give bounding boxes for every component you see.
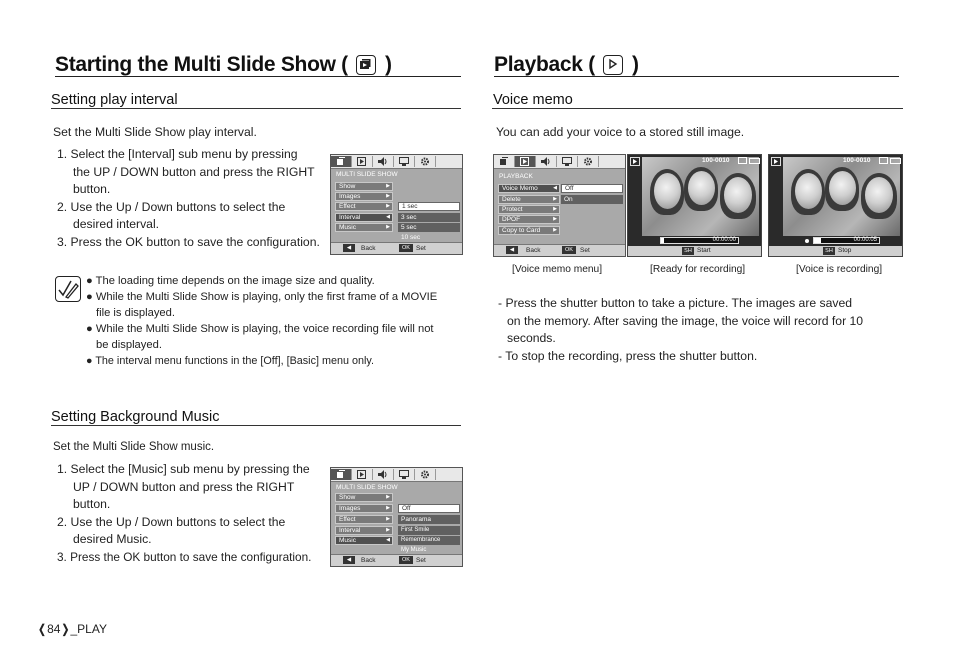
tab-settings-icon (415, 156, 436, 167)
heading-setting-play-interval: Setting play interval (51, 92, 178, 108)
tab-display-icon (557, 156, 578, 167)
step-line: 2. Use the Up / Down buttons to select the (57, 199, 286, 214)
multi-slide-show-icon (356, 55, 376, 75)
menu-item-interval[interactable] (335, 526, 393, 535)
chevron-left-icon: ◀ (386, 214, 390, 220)
tab-sound-icon (373, 469, 394, 480)
screen-bottombar (769, 246, 902, 256)
memory-icon (738, 157, 747, 164)
step-line: 1. Select the [Music] sub menu by pressing the (57, 462, 310, 476)
progress-fill (661, 238, 664, 243)
shutter-key: SH (823, 247, 835, 255)
note-item: ● While the Multi Slide Show is playing, only the first frame of a MOVIE (86, 291, 438, 303)
step-line: desired Music. (73, 532, 152, 546)
menu-label: Images (339, 505, 361, 512)
option-on[interactable]: On (561, 195, 623, 204)
interval-menu-screen (330, 154, 463, 255)
interval-steps (57, 146, 332, 251)
recording-time: 00:00:00 (712, 237, 736, 243)
menu-item-images[interactable] (335, 192, 393, 201)
menu-item-show[interactable] (335, 493, 393, 502)
ok-key: OK (562, 246, 576, 254)
back-arrow-icon: ◀ (506, 246, 518, 254)
set-label: Set (580, 247, 590, 254)
file-number: 100-0010 (843, 157, 871, 164)
title-text: Starting the Multi Slide Show ( (55, 53, 348, 76)
chevron-right-icon: ▶ (386, 516, 390, 522)
battery-icon (749, 158, 760, 164)
menu-item-interval[interactable] (335, 213, 393, 222)
chevron-right-icon: ▶ (553, 206, 557, 212)
set-label: Set (416, 557, 426, 564)
note-item: ● While the Multi Slide Show is playing, the voice recording file will not (86, 323, 434, 335)
menu-label: DPOF (502, 216, 521, 223)
photo-image (642, 157, 759, 236)
step-line: 3. Press the OK button to save the configuration. (57, 549, 312, 564)
memory-icon (879, 157, 888, 164)
recording-progress-bar (660, 237, 739, 244)
title-close: ) (384, 53, 392, 76)
chevron-left-icon: ◀ (553, 185, 557, 191)
tab-display-icon (394, 469, 415, 480)
instruction-line: on the memory. After saving the image, the voice will record for 10 (507, 313, 864, 328)
chevron-right-icon: ▶ (386, 494, 390, 500)
note-text: file is displayed. (96, 307, 175, 319)
option-1-sec[interactable]: 1 sec (398, 202, 460, 211)
step-line: 3. Press the OK button to save the configuration. (57, 234, 320, 249)
back-label: Back (526, 247, 541, 254)
play-mode-icon (771, 157, 781, 166)
voice-memo-menu-screen (493, 154, 626, 257)
caption-voice-memo-menu: [Voice memo menu] (512, 264, 603, 275)
back-arrow-icon: ◀ (343, 244, 355, 252)
option-5-sec[interactable]: 5 sec (398, 223, 460, 232)
option-10-sec[interactable]: 10 sec (401, 234, 421, 241)
chevron-right-icon: ▶ (386, 193, 390, 199)
option-first-smile[interactable]: First Smile (398, 526, 460, 535)
photo-image (783, 157, 900, 236)
note-pencil-icon (55, 276, 81, 302)
back-label: Back (361, 557, 376, 564)
title-close: ) (632, 53, 639, 76)
tab-slideshow-icon (494, 156, 515, 167)
note-text: The loading time depends on the image size and quality. (95, 275, 375, 287)
voice-recording-screen (768, 154, 903, 257)
menu-label: Images (339, 193, 361, 200)
heading-rule (51, 425, 461, 426)
step-line: the UP / DOWN button and press the RIGHT (73, 164, 315, 179)
face-shape (865, 177, 893, 213)
music-intro: Set the Multi Slide Show music. (53, 441, 215, 453)
screen-bottombar (331, 242, 462, 254)
heading-setting-background-music: Setting Background Music (51, 409, 220, 425)
note-text: be displayed. (96, 339, 162, 351)
option-my-music[interactable]: My Music (401, 547, 427, 553)
screen-title: MULTI SLIDE SHOW (336, 171, 398, 178)
page-title-multi-slide-show (55, 53, 392, 77)
step-line: button. (73, 497, 111, 511)
page-number: 84 (47, 622, 61, 636)
heading-rule (492, 108, 903, 109)
step-line: 2. Use the Up / Down buttons to select the (57, 514, 286, 529)
recording-progress-bar (813, 237, 880, 244)
chevron-right-icon: ▶ (553, 196, 557, 202)
screen-title: MULTI SLIDE SHOW (336, 484, 398, 491)
title-rule (55, 76, 461, 77)
recording-time: 00:00:05 (853, 237, 877, 243)
title-rule (494, 76, 899, 77)
screen-bottombar (628, 246, 761, 256)
ready-for-recording-screen (627, 154, 762, 257)
menu-label: Music (339, 224, 356, 231)
stop-label: Stop (838, 247, 852, 254)
menu-item-voice-memo[interactable] (498, 184, 560, 193)
face-shape (654, 173, 681, 209)
play-mode-icon (630, 157, 640, 166)
tab-play-icon (352, 156, 373, 167)
back-label: Back (361, 245, 376, 252)
note-item: ● The interval menu functions in the [Off], [Basic] menu only. (86, 355, 374, 367)
page-title-playback (494, 53, 639, 77)
instruction-line: seconds. (507, 331, 556, 345)
tab-settings-icon (415, 469, 436, 480)
note-text: While the Multi Slide Show is playing, the voice recording file will not (95, 323, 434, 335)
menu-label: Voice Memo (502, 185, 538, 192)
tab-sound-icon (373, 156, 394, 167)
music-steps (57, 461, 332, 566)
note-item: ● The loading time depends on the image size and quality. (86, 275, 375, 287)
menu-item-music[interactable] (335, 223, 393, 232)
menu-label: Protect (502, 206, 523, 213)
screen-bottombar (494, 244, 625, 256)
file-number: 100-0010 (702, 157, 730, 164)
menu-label: Music (339, 537, 356, 544)
step-line: desired interval. (73, 217, 160, 231)
chevron-right-icon: ▶ (386, 527, 390, 533)
tab-play-icon (352, 469, 373, 480)
caption-ready-for-recording: [Ready for recording] (650, 264, 746, 275)
chevron-right-icon: ▶ (386, 183, 390, 189)
step-line: button. (73, 182, 111, 196)
tab-play-icon (515, 156, 536, 167)
page-footer (37, 622, 107, 636)
menu-label: Interval (339, 214, 361, 221)
chevron-right-icon: ▶ (386, 505, 390, 511)
menu-label: Effect (339, 203, 356, 210)
menu-label: Effect (339, 516, 356, 523)
interval-intro: Set the Multi Slide Show play interval. (53, 125, 257, 139)
face-shape (724, 177, 752, 213)
menu-item-effect[interactable] (335, 515, 393, 524)
chevron-right-icon: ▶ (386, 224, 390, 230)
screen-tabbar (331, 155, 462, 169)
chevron-right-icon: ▶ (553, 227, 557, 233)
screen-tabbar (494, 155, 625, 169)
progress-fill (814, 238, 821, 243)
menu-item-music[interactable] (335, 536, 393, 545)
play-icon (603, 55, 623, 75)
notes-list (86, 273, 466, 369)
menu-label: Show (339, 494, 356, 501)
tab-sound-icon (536, 156, 557, 167)
option-remembrance[interactable]: Remembrance (398, 536, 460, 545)
menu-item-effect[interactable] (335, 202, 393, 211)
voice-intro: You can add your voice to a stored still image. (496, 125, 745, 139)
back-arrow-icon: ◀ (343, 556, 355, 564)
tab-settings-icon (578, 156, 599, 167)
instruction-line: - To stop the recording, press the shutter button. (498, 348, 758, 363)
menu-label: Copy to Card (502, 227, 541, 234)
screen-bottombar (331, 554, 462, 566)
face-shape (688, 171, 715, 205)
music-menu-screen (330, 467, 463, 567)
face-shape (829, 171, 856, 205)
menu-item-images[interactable] (335, 504, 393, 513)
chevron-right-icon: ❭ (60, 622, 71, 636)
set-label: Set (416, 245, 426, 252)
battery-icon (890, 158, 901, 164)
heading-rule (51, 108, 461, 109)
menu-item-delete[interactable] (498, 195, 560, 204)
option-panorama[interactable]: Panorama (398, 515, 460, 524)
step-line: 1. Select the [Interval] sub menu by pressing (57, 147, 298, 161)
step-line: UP / DOWN button and press the RIGHT (73, 479, 295, 494)
option-off[interactable]: Off (561, 184, 623, 193)
menu-item-dpof[interactable] (498, 215, 560, 224)
menu-label: Delete (502, 196, 521, 203)
face-shape (795, 173, 822, 209)
ok-key: OK (399, 244, 413, 252)
menu-label: Interval (339, 527, 361, 534)
chevron-right-icon: ▶ (386, 203, 390, 209)
voice-instructions (498, 295, 898, 365)
screen-title: PLAYBACK (499, 173, 533, 180)
chevron-left-icon: ❬ (37, 622, 48, 636)
tab-display-icon (394, 156, 415, 167)
menu-item-protect[interactable] (498, 205, 560, 214)
chevron-right-icon: ▶ (553, 216, 557, 222)
shutter-key: SH (682, 247, 694, 255)
note-text: The interval menu functions in the [Off], [Basic] menu only. (95, 355, 374, 367)
section-label: _PLAY (70, 622, 107, 636)
tab-slideshow-icon (331, 156, 352, 167)
menu-item-copy-to-card[interactable] (498, 226, 560, 235)
instruction-line: - Press the shutter button to take a picture. The images are saved (498, 296, 853, 310)
option-3-sec[interactable]: 3 sec (398, 213, 460, 222)
option-off[interactable]: Off (398, 504, 460, 513)
caption-voice-is-recording: [Voice is recording] (796, 264, 883, 275)
heading-voice-memo: Voice memo (493, 92, 573, 108)
menu-item-show[interactable] (335, 182, 393, 191)
chevron-left-icon: ◀ (386, 537, 390, 543)
screen-tabbar (331, 468, 462, 482)
title-text: Playback ( (494, 53, 595, 76)
tab-slideshow-icon (331, 469, 352, 480)
start-label: Start (697, 247, 711, 254)
note-text: While the Multi Slide Show is playing, only the first frame of a MOVIE (95, 291, 438, 303)
ok-key: OK (399, 556, 413, 564)
recording-dot-icon (805, 239, 809, 243)
menu-label: Show (339, 183, 356, 190)
